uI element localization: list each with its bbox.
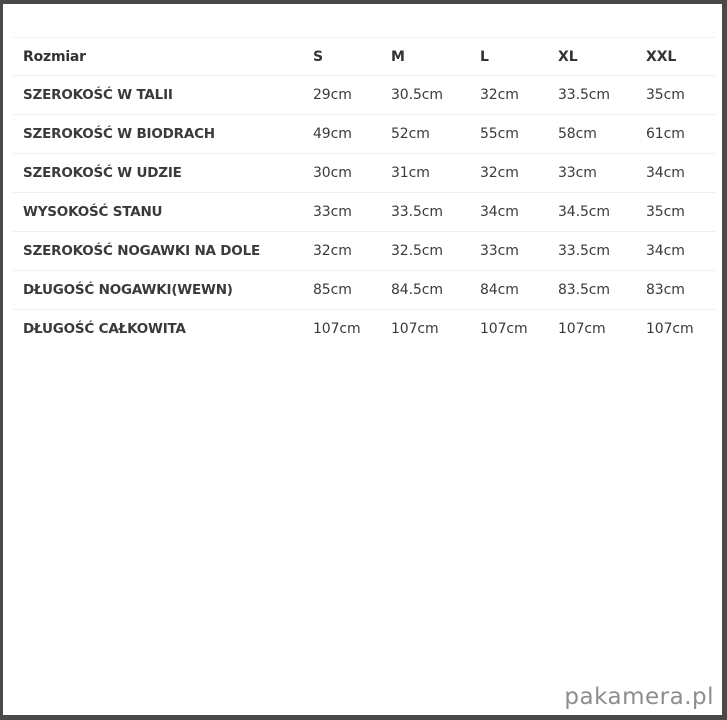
table-cell: 49cm [313,126,352,142]
header-size-m: M [391,49,405,65]
row-label: DŁUGOŚĆ CAŁKOWITA [23,321,186,337]
header-size-xl: XL [558,49,578,65]
table-cell: 33.5cm [558,243,610,259]
table-cell: 107cm [646,321,694,337]
table-row [13,154,716,193]
table-cell: 34.5cm [558,204,610,220]
table-cell: 32cm [480,87,519,103]
image-frame [3,4,722,715]
row-label: SZEROKOŚĆ NOGAWKI NA DOLE [23,243,260,259]
table-cell: 33cm [313,204,352,220]
table-row [13,271,716,310]
table-row [13,310,716,349]
row-label: SZEROKOŚĆ W TALII [23,87,173,103]
table-row [13,76,716,115]
table-cell: 85cm [313,282,352,298]
table-header-row [13,37,716,76]
row-label: SZEROKOŚĆ W BIODRACH [23,126,215,142]
table-cell: 52cm [391,126,430,142]
table-cell: 107cm [480,321,528,337]
header-label: Rozmiar [23,49,86,65]
table-cell: 33.5cm [391,204,443,220]
header-size-s: S [313,49,323,65]
table-cell: 61cm [646,126,685,142]
header-size-l: L [480,49,489,65]
table-cell: 32.5cm [391,243,443,259]
table-cell: 32cm [480,165,519,181]
table-cell: 83cm [646,282,685,298]
table-row [13,193,716,232]
row-label: DŁUGOŚĆ NOGAWKI(WEWN) [23,282,233,298]
table-cell: 83.5cm [558,282,610,298]
row-label: WYSOKOŚĆ STANU [23,204,163,220]
table-cell: 34cm [646,243,685,259]
table-cell: 34cm [646,165,685,181]
table-cell: 107cm [558,321,606,337]
table-row [13,232,716,271]
table-cell: 55cm [480,126,519,142]
table-cell: 107cm [391,321,439,337]
size-table [13,37,716,349]
row-label: SZEROKOŚĆ W UDZIE [23,165,182,181]
table-cell: 107cm [313,321,361,337]
table-cell: 29cm [313,87,352,103]
table-cell: 33.5cm [558,87,610,103]
table-cell: 84.5cm [391,282,443,298]
table-cell: 30cm [313,165,352,181]
table-row [13,115,716,154]
header-size-xxl: XXL [646,49,677,65]
table-cell: 35cm [646,87,685,103]
table-cell: 34cm [480,204,519,220]
pakamera-watermark-logo: pakamera.pl [564,684,714,710]
table-cell: 30.5cm [391,87,443,103]
table-cell: 32cm [313,243,352,259]
table-cell: 35cm [646,204,685,220]
table-cell: 31cm [391,165,430,181]
table-cell: 84cm [480,282,519,298]
table-cell: 33cm [480,243,519,259]
table-cell: 58cm [558,126,597,142]
table-cell: 33cm [558,165,597,181]
